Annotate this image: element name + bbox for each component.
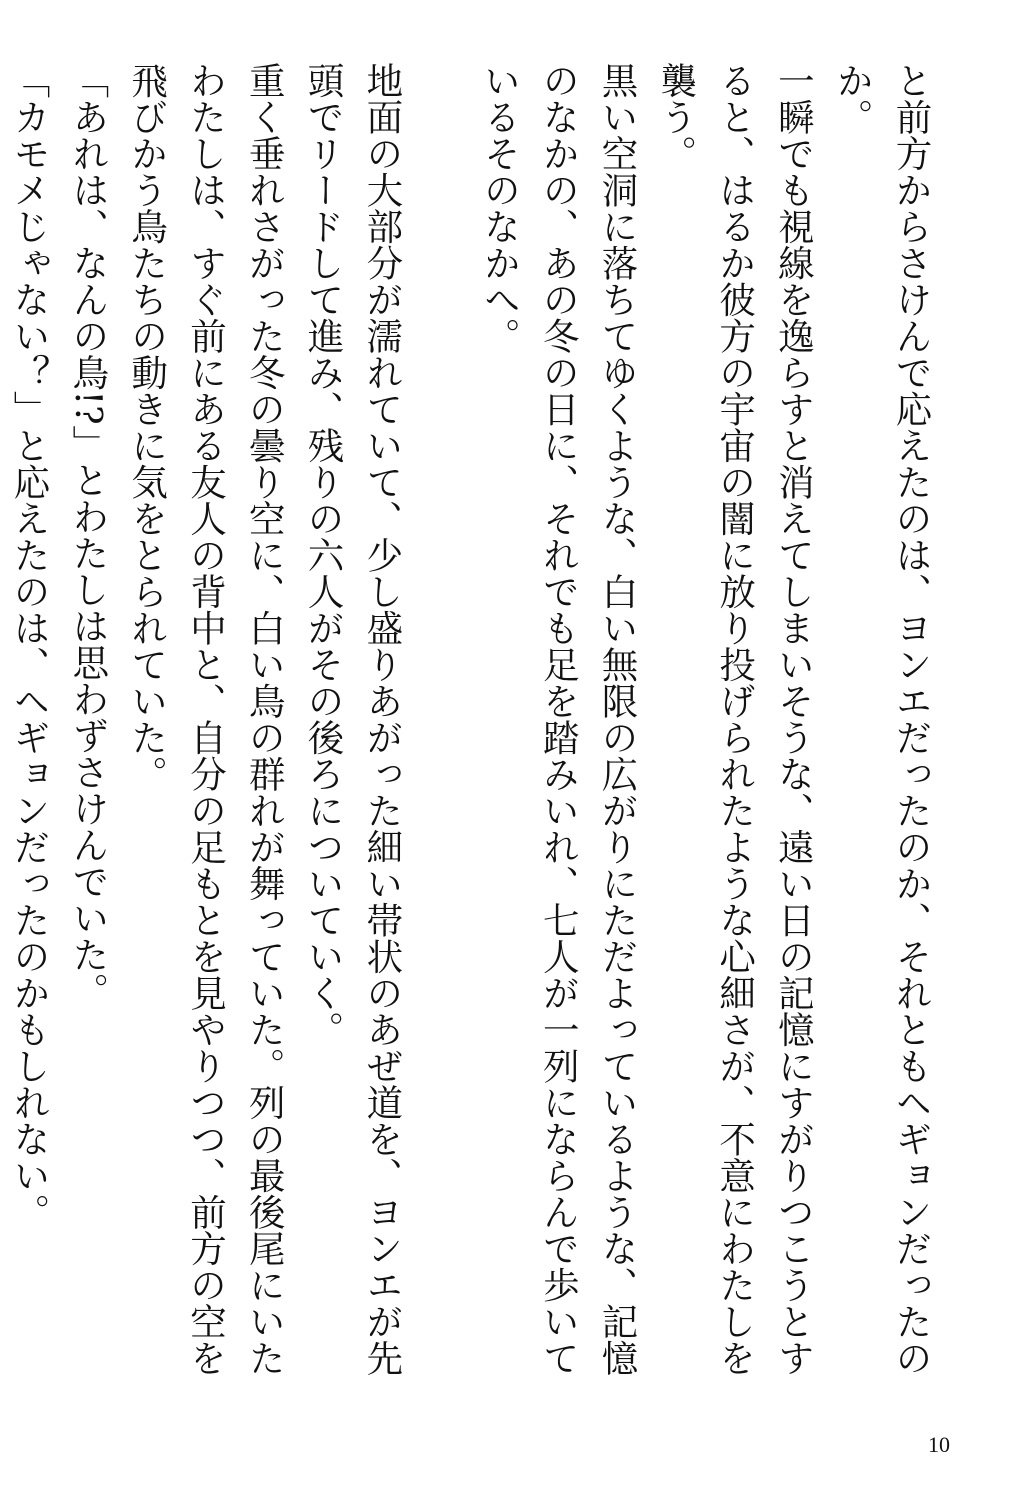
paragraph-4: 地面の大部分が濡れていて、少し盛りあがった細い帯状のあぜ道を、ヨンエが先頭でリードして進み、残りの六人がその後ろについていく。 [302,62,404,1376]
vertical-text-body [0,62,940,1402]
dialogue-line-1: 「あれは、なんの鳥!?」とわたしは思わずさけんでいた。 [66,62,110,1009]
paragraph-break [411,62,470,1402]
paragraph-2: 一瞬でも視線を逸らすと消えてしまいそうな、遠い日の記憶にすがりつこうとすると、はるか彼方の宇宙の闇に放り投げられたような心細さが、不意にわたしを襲う。 [654,62,816,1376]
paragraph-5: 重く垂れさがった冬の曇り空に、白い鳥の群れが舞っていた。列の最後尾にいたわたしは、すぐ前にある友人の背中と、自分の足もとを見やりつつ、前方の空を飛びかう鳥たちの動きに気をとられていた。 [125,62,287,1376]
page-number: 10 [928,1432,950,1457]
dialogue-line-2: 「カモメじゃない？」と応えたのは、ヘギョンだったのかもしれない。 [8,62,52,1230]
paragraph-1: と前方からさけんで応えたのは、ヨンエだったのか、それともヘギョンだったのか。 [831,62,933,1376]
paragraph-3: 黒い空洞に落ちてゆくような、白い無限の広がりにただよっているような、記憶のなかの、あの冬の日に、それでも足を踏みいれ、七人が一列にならんで歩いているそのなかへ。 [478,62,640,1376]
